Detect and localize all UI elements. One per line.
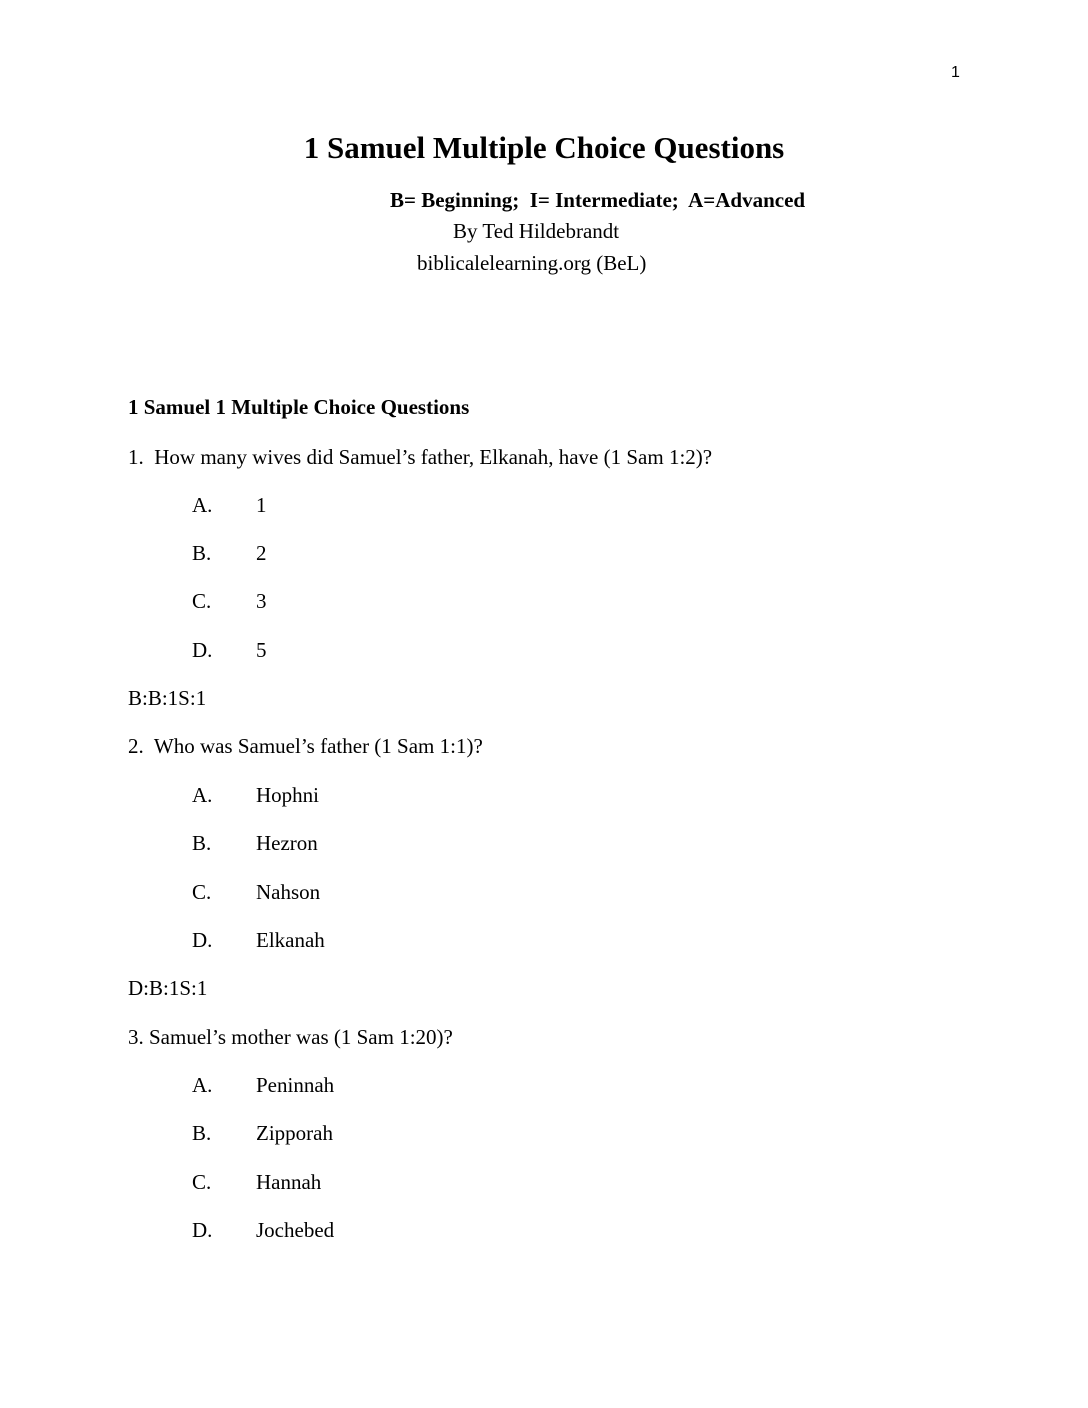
difficulty-legend: B= Beginning; I= Intermediate; A=Advanced bbox=[390, 188, 806, 212]
question-3-option-b-text: Zipporah bbox=[256, 1121, 333, 1145]
question-3-option-b-letter: B. bbox=[192, 1121, 212, 1145]
question-1-option-b-text: 2 bbox=[256, 541, 267, 565]
question-3-option-d-letter: D. bbox=[192, 1218, 213, 1242]
question-1-option-a-letter: A. bbox=[192, 493, 213, 517]
question-1-text: 1. How many wives did Samuel’s father, Elkanah, have (1 Sam 1:2)? bbox=[128, 445, 713, 469]
question-3-option-a-letter: A. bbox=[192, 1073, 213, 1097]
page-title: 1 Samuel Multiple Choice Questions bbox=[303, 130, 785, 165]
question-1-answer-key: B:B:1S:1 bbox=[128, 686, 207, 710]
question-2-text: 2. Who was Samuel’s father (1 Sam 1:1)? bbox=[128, 734, 483, 758]
question-1-option-c-text: 3 bbox=[256, 589, 267, 613]
question-2-answer-key: D:B:1S:1 bbox=[128, 976, 208, 1000]
page-number: 1 bbox=[951, 64, 960, 81]
question-2-option-a-letter: A. bbox=[192, 783, 213, 807]
question-2-option-b-text: Hezron bbox=[256, 831, 318, 855]
question-2-option-a-text: Hophni bbox=[256, 783, 319, 807]
question-2-option-d-letter: D. bbox=[192, 928, 213, 952]
question-3-option-c-text: Hannah bbox=[256, 1170, 322, 1194]
author-line: By Ted Hildebrandt bbox=[453, 219, 620, 243]
question-2-option-c-letter: C. bbox=[192, 880, 212, 904]
question-1-option-c-letter: C. bbox=[192, 589, 212, 613]
question-3-option-c-letter: C. bbox=[192, 1170, 212, 1194]
site-line: biblicalelearning.org (BeL) bbox=[417, 251, 647, 275]
question-1-option-d-text: 5 bbox=[256, 638, 267, 662]
question-2-option-b-letter: B. bbox=[192, 831, 212, 855]
question-3-option-a-text: Peninnah bbox=[256, 1073, 335, 1097]
question-1-option-b-letter: B. bbox=[192, 541, 212, 565]
question-3-option-d-text: Jochebed bbox=[256, 1218, 335, 1242]
question-3-text: 3. Samuel’s mother was (1 Sam 1:20)? bbox=[128, 1025, 453, 1049]
question-1-option-d-letter: D. bbox=[192, 638, 213, 662]
question-2-option-c-text: Nahson bbox=[256, 880, 321, 904]
section-heading: 1 Samuel 1 Multiple Choice Questions bbox=[128, 395, 470, 419]
question-1-option-a-text: 1 bbox=[256, 493, 267, 517]
question-2-option-d-text: Elkanah bbox=[256, 928, 325, 952]
